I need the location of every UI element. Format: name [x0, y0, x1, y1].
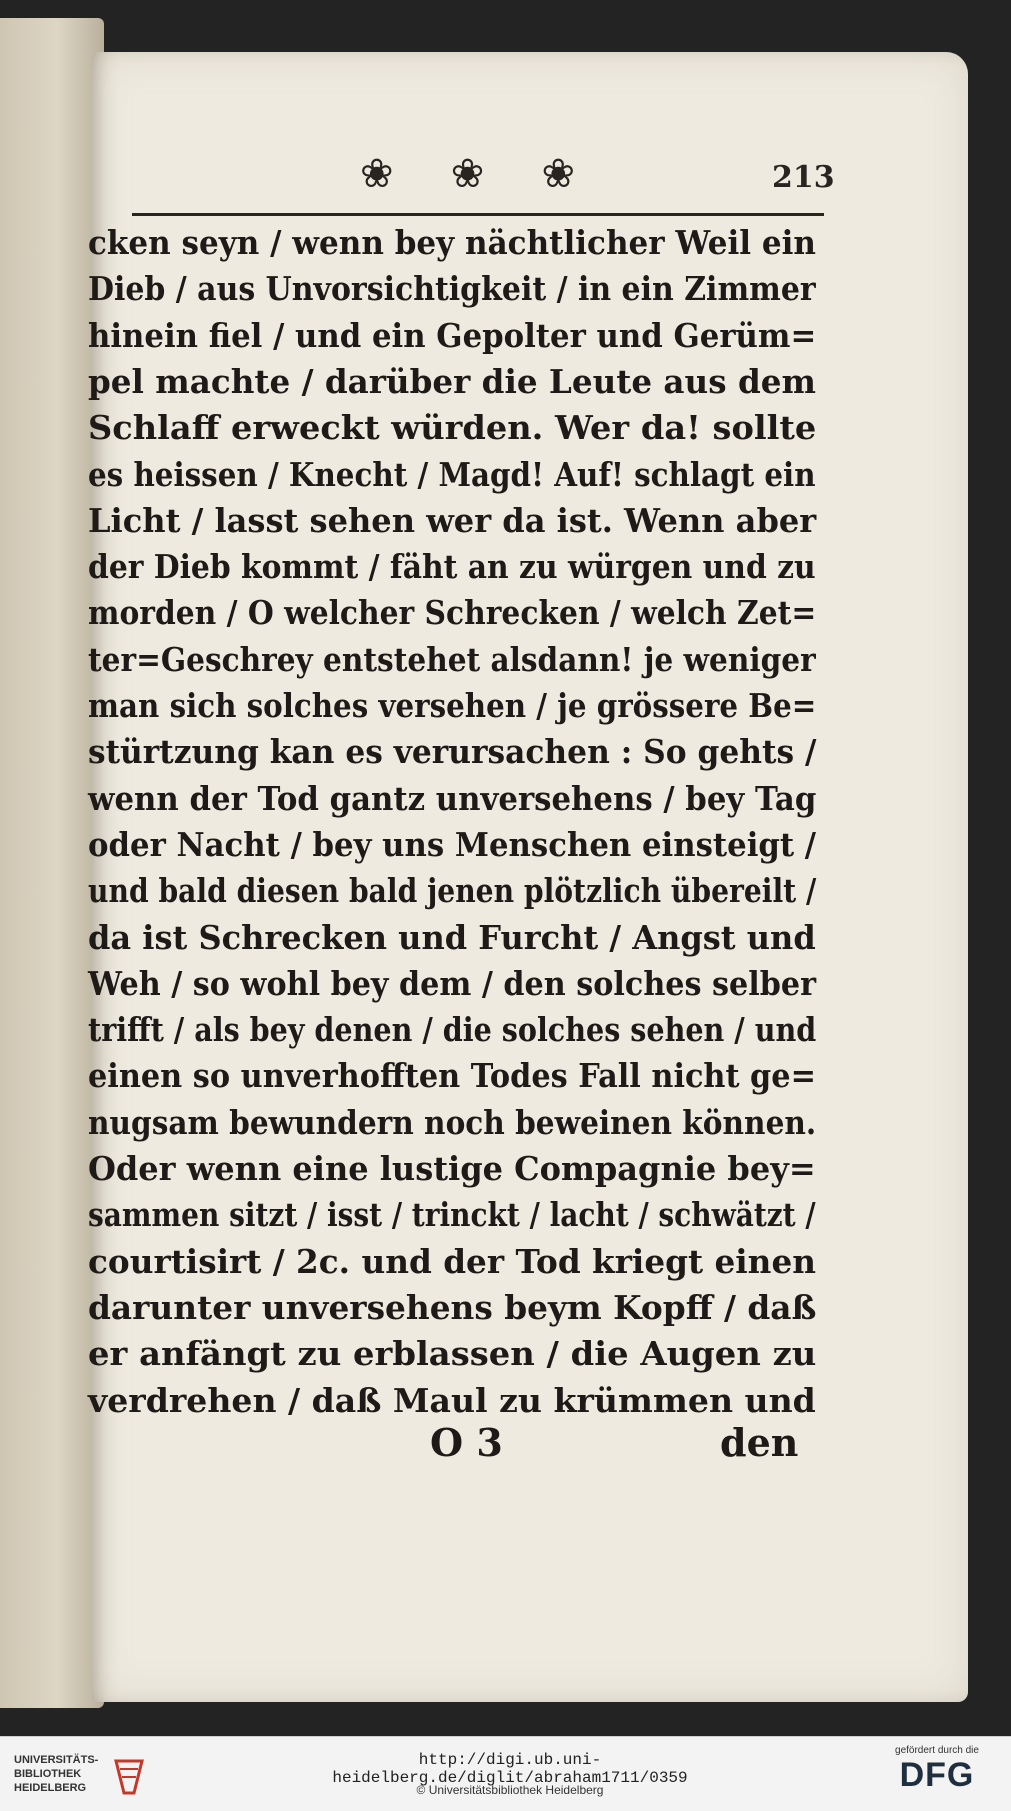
text-line: ter=Geschrey entstehet alsdann! je weniger	[88, 639, 816, 679]
ornament-icon: ❀	[450, 151, 485, 197]
text-line: pel machte / darüber die Leute aus dem	[88, 361, 816, 401]
text-line: da ist Schrecken und Furcht / Angst und	[88, 917, 816, 957]
text-line: courtisirt / 2c. und der Tod kriegt einen	[88, 1241, 817, 1281]
text-line: darunter unversehens beym Kopff / daß	[88, 1287, 817, 1327]
ornament-icon: ❀	[541, 151, 575, 197]
text-line: hinein fiel / und ein Gepolter und Gerüm=	[88, 315, 817, 355]
document-url[interactable]: http://digi.ub.uni-heidelberg.de/diglit/abraham1711/0359	[332, 1751, 688, 1787]
header-ornaments	[360, 150, 575, 198]
text-line: cken seyn / wenn bey nächtlicher Weil ein	[88, 223, 817, 262]
text-line: stürtzung kan es verursachen : So gehts /	[88, 732, 817, 772]
text-line: und bald diesen bald jenen plötzlich übereilt /	[88, 871, 817, 911]
text-line: er anfängt zu erblassen / die Augen zu	[88, 1334, 817, 1374]
text-line: Oder wenn eine lustige Compagnie bey=	[88, 1149, 816, 1188]
header-rule	[132, 213, 824, 216]
text-line: nugsam bewundern noch beweinen können.	[88, 1102, 817, 1142]
viewer-footer	[0, 1736, 1011, 1811]
text-line: wenn der Tod gantz unversehens / bey Tag	[88, 778, 817, 818]
ornament-icon: ❀	[360, 151, 394, 197]
text-line: morden / O welcher Schrecken / welch Zet=	[88, 593, 817, 633]
text-line: man sich solches versehen / je grössere Be=	[88, 686, 817, 725]
text-line: verdrehen / daß Maul zu krümmen und	[88, 1380, 816, 1420]
text-line: Weh / so wohl bey dem / den solches selber	[88, 963, 817, 1003]
text-line: der Dieb kommt / fäht an zu würgen und zu	[88, 547, 816, 587]
library-name: UNIVERSITÄTS- BIBLIOTHEK HEIDELBERG	[14, 1754, 99, 1794]
library-logo[interactable]	[14, 1753, 144, 1799]
funding-badge	[878, 1745, 996, 1794]
page-bottom-line	[420, 1420, 800, 1466]
text-block	[88, 222, 828, 1432]
text-line: Licht / lasst sehen wer da ist. Wenn aber	[88, 500, 817, 540]
text-line: sammen sitzt / isst / trinckt / lacht / schwätzt /	[88, 1195, 816, 1235]
catchword: den	[720, 1420, 799, 1465]
text-line: es heissen / Knecht / Magd! Auf! schlagt ein	[88, 454, 816, 494]
text-line: trifft / als bey denen / die solches sehen / und	[88, 1010, 817, 1050]
copyright-notice: © Universitätsbibliothek Heidelberg	[416, 1783, 604, 1797]
text-line: einen so unverhofften Todes Fall nicht ge=	[88, 1056, 816, 1096]
text-line: Dieb / aus Unvorsichtigkeit / in ein Zimmer	[88, 269, 816, 309]
library-emblem-icon	[112, 1755, 146, 1797]
page-number: 213	[772, 160, 835, 195]
text-line: oder Nacht / bey uns Menschen einsteigt /	[88, 824, 817, 864]
text-line: Schlaff erweckt würden. Wer da! sollte	[88, 408, 817, 448]
signature-mark: O 3	[430, 1420, 503, 1465]
funding-label: gefördert durch die	[895, 1745, 979, 1756]
dfg-logo: DFG	[899, 1756, 975, 1794]
